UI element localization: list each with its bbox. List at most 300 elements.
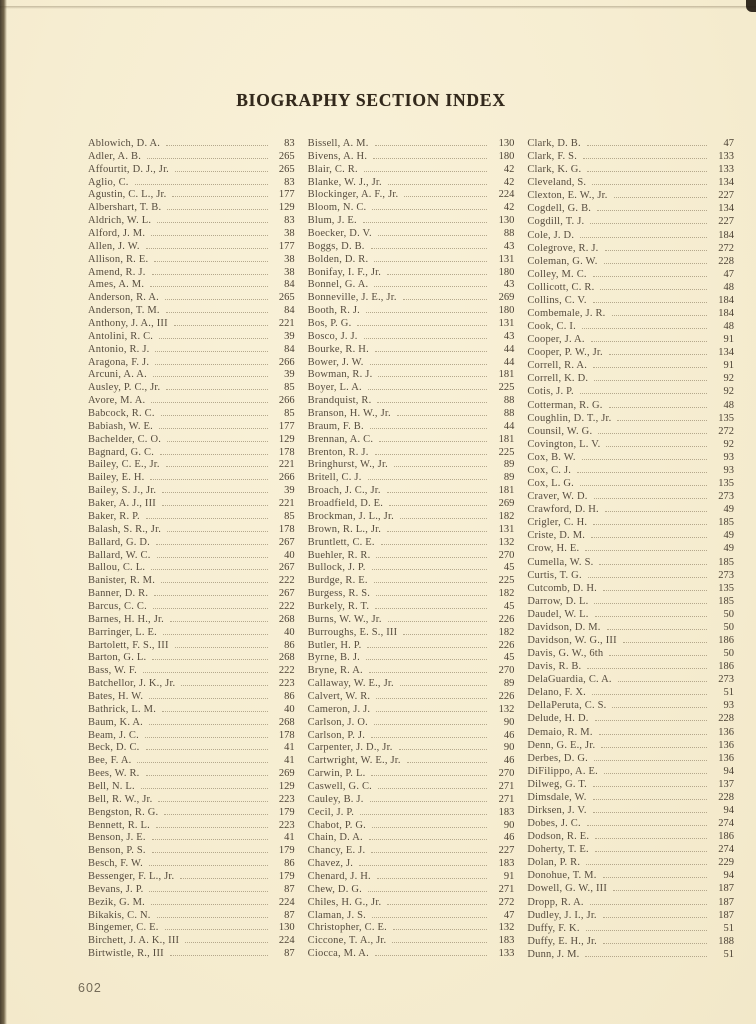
index-entry-row bbox=[88, 627, 295, 638]
index-entry-row bbox=[308, 910, 515, 921]
index-entry-row bbox=[308, 537, 515, 548]
entry-page-number: 181 bbox=[498, 369, 515, 381]
index-entry-row bbox=[88, 935, 295, 946]
entry-name: Brown, R. L., Jr. bbox=[307, 523, 382, 535]
entry-leader-dots bbox=[164, 814, 267, 815]
entry-leader-dots bbox=[371, 248, 488, 249]
index-entry-row bbox=[88, 755, 295, 766]
index-entry-row bbox=[527, 622, 734, 633]
entry-name: Chew, D. G. bbox=[307, 883, 362, 895]
entry-page-number: 223 bbox=[278, 793, 295, 805]
entry-name: Bonneville, J. E., Jr. bbox=[307, 292, 397, 304]
index-entry-row bbox=[308, 768, 515, 779]
entry-name: Buehler, R. R. bbox=[307, 549, 371, 561]
index-entry-row bbox=[527, 256, 734, 267]
entry-page-number: 132 bbox=[498, 922, 515, 934]
entry-page-number: 49 bbox=[723, 504, 735, 516]
entry-page-number: 42 bbox=[503, 176, 515, 188]
entry-page-number: 50 bbox=[723, 608, 735, 620]
entry-page-number: 130 bbox=[278, 922, 295, 934]
index-entry-row bbox=[88, 164, 295, 175]
entry-name: Burkely, R. T. bbox=[307, 600, 370, 612]
entry-leader-dots bbox=[397, 415, 488, 416]
entry-leader-dots bbox=[156, 827, 268, 828]
index-entry-row bbox=[88, 807, 295, 818]
entry-page-number: 94 bbox=[723, 765, 735, 777]
entry-name: Cecil, J. P. bbox=[307, 806, 355, 818]
entry-page-number: 83 bbox=[284, 138, 295, 149]
entry-page-number: 86 bbox=[284, 639, 295, 651]
entry-leader-dots bbox=[372, 917, 487, 918]
index-entry-row bbox=[88, 177, 295, 188]
entry-name: Birchett, J. A. K., III bbox=[88, 935, 180, 947]
entry-leader-dots bbox=[166, 466, 268, 467]
entry-name: Darrow, D. L. bbox=[527, 595, 589, 607]
entry-page-number: 187 bbox=[718, 909, 735, 921]
index-entry-row bbox=[308, 511, 515, 522]
entry-page-number: 89 bbox=[503, 678, 515, 690]
entry-name: Brandquist, R. bbox=[307, 395, 372, 407]
index-entry-row bbox=[308, 755, 515, 766]
index-entry-row bbox=[527, 282, 734, 293]
entry-page-number: 134 bbox=[718, 203, 735, 215]
index-entry-row bbox=[527, 661, 734, 672]
index-entry-row bbox=[527, 216, 734, 227]
entry-page-number: 87 bbox=[284, 948, 295, 960]
entry-name: Bonifay, I. F., Jr. bbox=[307, 266, 382, 278]
page-edge-top bbox=[0, 0, 756, 6]
entry-leader-dots bbox=[157, 222, 268, 223]
entry-page-number: 181 bbox=[498, 485, 515, 497]
entry-page-number: 227 bbox=[498, 845, 515, 857]
index-entry-row bbox=[88, 884, 295, 895]
index-entry-row bbox=[308, 871, 515, 882]
entry-name: Bailey, E. H. bbox=[88, 472, 145, 484]
entry-leader-dots bbox=[151, 904, 268, 905]
index-entry-row bbox=[88, 279, 295, 290]
entry-leader-dots bbox=[378, 235, 488, 236]
index-entry-row bbox=[527, 190, 734, 201]
index-column-3 bbox=[527, 138, 734, 960]
entry-leader-dots bbox=[613, 890, 707, 891]
index-entry-row bbox=[527, 700, 734, 711]
entry-leader-dots bbox=[583, 158, 707, 159]
entry-name: Bissell, A. M. bbox=[307, 138, 369, 149]
index-entry-row bbox=[308, 717, 515, 728]
entry-page-number: 133 bbox=[718, 151, 735, 163]
entry-leader-dots bbox=[585, 550, 707, 551]
index-entry-row bbox=[308, 189, 515, 200]
page-edge-corner bbox=[746, 0, 756, 12]
index-entry-row bbox=[88, 845, 295, 856]
entry-leader-dots bbox=[593, 367, 707, 368]
entry-name: Collins, C. V. bbox=[527, 294, 587, 306]
entry-page-number: 84 bbox=[284, 279, 295, 291]
entry-page-number: 130 bbox=[498, 215, 515, 227]
entry-page-number: 43 bbox=[503, 240, 515, 252]
index-entry-row bbox=[308, 614, 515, 625]
index-entry-row bbox=[88, 871, 295, 882]
entry-name: Donohue, T. M. bbox=[527, 870, 597, 882]
index-entry-row bbox=[527, 478, 734, 489]
index-entry-row bbox=[308, 267, 515, 278]
entry-page-number: 42 bbox=[503, 202, 515, 214]
entry-leader-dots bbox=[170, 955, 268, 956]
entry-page-number: 227 bbox=[718, 216, 735, 228]
entry-page-number: 267 bbox=[278, 588, 295, 600]
entry-name: Anthony, J. A., III bbox=[88, 318, 168, 330]
entry-leader-dots bbox=[181, 685, 267, 686]
entry-leader-dots bbox=[141, 788, 268, 789]
index-entry-row bbox=[308, 344, 515, 355]
entry-name: Allen, J. W. bbox=[88, 240, 140, 252]
index-entry-row bbox=[527, 243, 734, 254]
entry-name: Blair, C. R. bbox=[307, 163, 358, 175]
index-entry-row bbox=[527, 452, 734, 463]
entry-leader-dots bbox=[381, 544, 488, 545]
entry-name: Daudel, W. L. bbox=[527, 608, 589, 620]
entry-name: Christopher, C. E. bbox=[307, 922, 387, 934]
entry-page-number: 137 bbox=[718, 778, 735, 790]
index-entry-row bbox=[308, 575, 515, 586]
entry-leader-dots bbox=[593, 276, 707, 277]
entry-leader-dots bbox=[605, 250, 708, 251]
entry-page-number: 184 bbox=[718, 294, 735, 306]
entry-name: Dowell, G. W., III bbox=[527, 883, 608, 895]
entry-name: Bezik, G. M. bbox=[88, 896, 145, 908]
index-entry-row bbox=[527, 386, 734, 397]
entry-page-number: 180 bbox=[498, 266, 515, 278]
entry-name: Ciocca, M. A. bbox=[307, 948, 369, 960]
entry-page-number: 87 bbox=[284, 883, 295, 895]
entry-leader-dots bbox=[166, 312, 268, 313]
entry-page-number: 273 bbox=[718, 569, 735, 581]
entry-name: Alford, J. M. bbox=[88, 228, 146, 240]
entry-page-number: 188 bbox=[718, 935, 735, 947]
entry-name: Boggs, D. B. bbox=[307, 240, 365, 252]
entry-name: Dolan, P. R. bbox=[527, 857, 581, 869]
entry-name: Albershart, T. B. bbox=[88, 202, 162, 214]
index-entry-row bbox=[527, 164, 734, 175]
entry-name: Craver, W. D. bbox=[527, 491, 588, 503]
index-entry-row bbox=[88, 897, 295, 908]
index-entry-row bbox=[88, 601, 295, 612]
entry-leader-dots bbox=[369, 839, 487, 840]
entry-name: Davidson, D. M. bbox=[527, 621, 601, 633]
entry-leader-dots bbox=[389, 505, 487, 506]
entry-leader-dots bbox=[167, 209, 267, 210]
entry-leader-dots bbox=[612, 707, 707, 708]
entry-page-number: 89 bbox=[503, 472, 515, 484]
entry-name: Ames, A. M. bbox=[88, 279, 145, 291]
entry-leader-dots bbox=[360, 814, 487, 815]
index-entry-row bbox=[308, 151, 515, 162]
index-entry-row bbox=[88, 369, 295, 380]
entry-page-number: 87 bbox=[284, 909, 295, 921]
index-entry-row bbox=[88, 511, 295, 522]
entry-leader-dots bbox=[595, 616, 707, 617]
entry-page-number: 40 bbox=[284, 549, 295, 561]
index-entry-row bbox=[308, 807, 515, 818]
entry-name: Antonio, R. J. bbox=[88, 343, 150, 355]
index-entry-row bbox=[308, 331, 515, 342]
index-entry-row bbox=[308, 781, 515, 792]
entry-leader-dots bbox=[377, 878, 488, 879]
entry-name: Agustin, C. L., Jr. bbox=[88, 189, 167, 201]
entry-leader-dots bbox=[175, 647, 268, 648]
index-entry-row bbox=[308, 421, 515, 432]
entry-name: Dudley, J. I., Jr. bbox=[527, 909, 597, 921]
entry-name: Dodson, R. E. bbox=[527, 831, 590, 843]
entry-name: Beck, D. C. bbox=[88, 742, 140, 754]
entry-leader-dots bbox=[618, 681, 707, 682]
entry-name: Bloom, N. C. bbox=[307, 202, 367, 214]
entry-name: Bourke, R. H. bbox=[307, 343, 369, 355]
entry-page-number: 272 bbox=[498, 896, 515, 908]
entry-name: DellaPeruta, C. S. bbox=[527, 700, 607, 712]
index-entry-row bbox=[308, 678, 515, 689]
entry-leader-dots bbox=[161, 582, 268, 583]
entry-leader-dots bbox=[373, 158, 487, 159]
entry-leader-dots bbox=[374, 582, 488, 583]
entry-leader-dots bbox=[149, 891, 267, 892]
index-entry-row bbox=[88, 550, 295, 561]
entry-page-number: 51 bbox=[723, 687, 735, 699]
entry-page-number: 267 bbox=[278, 536, 295, 548]
entry-page-number: 266 bbox=[278, 395, 295, 407]
entry-leader-dots bbox=[376, 595, 487, 596]
index-entry-row bbox=[527, 360, 734, 371]
entry-leader-dots bbox=[371, 737, 487, 738]
entry-name: Crigler, C. H. bbox=[527, 517, 588, 529]
index-entry-row bbox=[527, 740, 734, 751]
entry-leader-dots bbox=[388, 621, 488, 622]
entry-name: Avore, M. A. bbox=[88, 395, 146, 407]
entry-name: Bengston, R. G. bbox=[88, 806, 159, 818]
entry-page-number: 180 bbox=[498, 150, 515, 162]
entry-page-number: 224 bbox=[498, 189, 515, 201]
entry-name: Benson, P. S. bbox=[88, 845, 146, 857]
entry-name: Dimsdale, W. bbox=[527, 791, 587, 803]
entry-name: Bower, J. W. bbox=[307, 356, 364, 368]
entry-leader-dots bbox=[368, 389, 487, 390]
entry-page-number: 185 bbox=[718, 517, 735, 529]
entry-name: Bivens, A. H. bbox=[307, 150, 368, 162]
entry-leader-dots bbox=[159, 338, 268, 339]
index-entry-row bbox=[527, 517, 734, 528]
entry-name: Bevans, J. P. bbox=[88, 883, 144, 895]
index-entry-row bbox=[527, 439, 734, 450]
index-entry-row bbox=[308, 472, 515, 483]
entry-leader-dots bbox=[605, 511, 707, 512]
entry-page-number: 88 bbox=[503, 228, 515, 240]
entry-leader-dots bbox=[614, 197, 707, 198]
index-entry-row bbox=[88, 292, 295, 303]
entry-name: Crawford, D. H. bbox=[527, 504, 599, 516]
index-entry-row bbox=[308, 228, 515, 239]
entry-leader-dots bbox=[157, 917, 268, 918]
entry-page-number: 85 bbox=[284, 510, 295, 522]
entry-name: Balash, S. R., Jr. bbox=[88, 523, 162, 535]
entry-name: Aragona, F. J. bbox=[88, 356, 150, 368]
entry-page-number: 93 bbox=[723, 451, 735, 463]
entry-page-number: 47 bbox=[723, 138, 735, 149]
entry-name: Denn, G. E., Jr. bbox=[527, 739, 596, 751]
entry-page-number: 184 bbox=[718, 229, 735, 241]
entry-leader-dots bbox=[598, 433, 707, 434]
index-column-1 bbox=[88, 138, 295, 960]
entry-leader-dots bbox=[167, 531, 268, 532]
entry-leader-dots bbox=[357, 325, 487, 326]
entry-leader-dots bbox=[364, 338, 488, 339]
entry-page-number: 226 bbox=[498, 613, 515, 625]
entry-name: Cogdill, T. J. bbox=[527, 216, 585, 228]
entry-leader-dots bbox=[378, 376, 487, 377]
entry-leader-dots bbox=[151, 402, 267, 403]
entry-name: Antolini, R. C. bbox=[88, 330, 154, 342]
entry-page-number: 46 bbox=[503, 729, 515, 741]
index-entry-row bbox=[88, 768, 295, 779]
index-entry-row bbox=[308, 138, 515, 149]
entry-leader-dots bbox=[597, 210, 707, 211]
entry-leader-dots bbox=[161, 415, 268, 416]
index-entry-row bbox=[308, 459, 515, 470]
entry-page-number: 41 bbox=[284, 755, 295, 767]
entry-page-number: 223 bbox=[278, 678, 295, 690]
entry-leader-dots bbox=[370, 801, 488, 802]
entry-leader-dots bbox=[159, 428, 268, 429]
index-entry-row bbox=[527, 465, 734, 476]
entry-page-number: 85 bbox=[284, 408, 295, 420]
entry-leader-dots bbox=[599, 734, 707, 735]
entry-page-number: 86 bbox=[284, 690, 295, 702]
index-entry-row bbox=[527, 557, 734, 568]
entry-leader-dots bbox=[155, 351, 267, 352]
entry-name: Bowman, R. J. bbox=[307, 369, 373, 381]
entry-name: Coughlin, D. T., Jr. bbox=[527, 412, 612, 424]
entry-page-number: 136 bbox=[718, 739, 735, 751]
entry-page-number: 83 bbox=[284, 176, 295, 188]
entry-leader-dots bbox=[152, 839, 268, 840]
entry-page-number: 39 bbox=[284, 485, 295, 497]
entry-page-number: 92 bbox=[723, 386, 735, 398]
entry-leader-dots bbox=[603, 590, 707, 591]
entry-name: Anderson, R. A. bbox=[88, 292, 159, 304]
index-entry-row bbox=[308, 550, 515, 561]
entry-page-number: 90 bbox=[503, 742, 515, 754]
entry-leader-dots bbox=[372, 827, 487, 828]
entry-page-number: 42 bbox=[503, 163, 515, 175]
entry-name: Cogdell, G. B. bbox=[527, 203, 592, 215]
entry-leader-dots bbox=[587, 171, 707, 172]
entry-page-number: 40 bbox=[284, 626, 295, 638]
index-entry-row bbox=[308, 665, 515, 676]
entry-leader-dots bbox=[580, 485, 707, 486]
entry-leader-dots bbox=[593, 524, 707, 525]
entry-page-number: 39 bbox=[284, 369, 295, 381]
entry-page-number: 182 bbox=[498, 588, 515, 600]
index-entry-row bbox=[527, 897, 734, 908]
entry-leader-dots bbox=[587, 668, 707, 669]
index-entry-row bbox=[308, 884, 515, 895]
entry-leader-dots bbox=[594, 498, 707, 499]
entry-leader-dots bbox=[609, 354, 707, 355]
entry-name: Carpenter, J. D., Jr. bbox=[307, 742, 393, 754]
index-entry-row bbox=[88, 228, 295, 239]
entry-page-number: 185 bbox=[718, 556, 735, 568]
entry-leader-dots bbox=[593, 786, 707, 787]
entry-page-number: 183 bbox=[498, 858, 515, 870]
entry-page-number: 90 bbox=[503, 716, 515, 728]
index-entry-row bbox=[527, 713, 734, 724]
entry-name: Broadfield, D. E. bbox=[307, 498, 384, 510]
entry-name: Bees, W. R. bbox=[88, 768, 140, 780]
index-entry-row bbox=[527, 373, 734, 384]
entry-page-number: 179 bbox=[278, 870, 295, 882]
entry-leader-dots bbox=[387, 492, 488, 493]
entry-leader-dots bbox=[370, 428, 488, 429]
entry-leader-dots bbox=[392, 942, 487, 943]
entry-page-number: 266 bbox=[278, 356, 295, 368]
entry-leader-dots bbox=[156, 544, 268, 545]
entry-name: DiFilippo, A. E. bbox=[527, 765, 598, 777]
entry-page-number: 89 bbox=[503, 459, 515, 471]
entry-name: Carlson, J. O. bbox=[307, 716, 368, 728]
index-column-2 bbox=[308, 138, 515, 960]
entry-name: Ciccone, T. A., Jr. bbox=[307, 935, 387, 947]
entry-name: Booth, R. J. bbox=[307, 305, 360, 317]
entry-leader-dots bbox=[146, 248, 268, 249]
entry-name: Cumella, W. S. bbox=[527, 556, 594, 568]
entry-leader-dots bbox=[149, 865, 268, 866]
index-entry-row bbox=[88, 781, 295, 792]
index-entry-row bbox=[527, 321, 734, 332]
entry-page-number: 221 bbox=[278, 459, 295, 471]
entry-leader-dots bbox=[137, 762, 267, 763]
entry-name: Aglio, C. bbox=[88, 176, 129, 188]
index-entry-row bbox=[88, 447, 295, 458]
entry-name: Correll, K. D. bbox=[527, 373, 589, 385]
entry-page-number: 224 bbox=[278, 935, 295, 947]
entry-page-number: 179 bbox=[278, 845, 295, 857]
entry-name: Birtwistle, R., III bbox=[88, 948, 164, 960]
index-entry-row bbox=[308, 562, 515, 573]
entry-page-number: 273 bbox=[718, 674, 735, 686]
entry-name: Bos, P. G. bbox=[307, 318, 352, 330]
index-entry-row bbox=[308, 447, 515, 458]
entry-leader-dots bbox=[135, 184, 268, 185]
entry-page-number: 274 bbox=[718, 844, 735, 856]
entry-leader-dots bbox=[577, 472, 707, 473]
entry-page-number: 47 bbox=[503, 909, 515, 921]
entry-leader-dots bbox=[372, 569, 488, 570]
entry-name: Babcock, R. C. bbox=[88, 408, 155, 420]
entry-leader-dots bbox=[152, 852, 268, 853]
index-entry-row bbox=[308, 858, 515, 869]
entry-leader-dots bbox=[593, 812, 707, 813]
index-entry-row bbox=[88, 730, 295, 741]
entry-leader-dots bbox=[400, 685, 488, 686]
entry-name: Cole, J. D. bbox=[527, 229, 575, 241]
entry-page-number: 221 bbox=[278, 318, 295, 330]
entry-page-number: 226 bbox=[498, 639, 515, 651]
entry-name: Duffy, E. H., Jr. bbox=[527, 935, 597, 947]
entry-name: Arcuni, A. A. bbox=[88, 369, 147, 381]
entry-page-number: 131 bbox=[498, 253, 515, 265]
entry-name: Caswell, G. C. bbox=[307, 780, 373, 792]
entry-page-number: 269 bbox=[278, 768, 295, 780]
entry-page-number: 48 bbox=[723, 281, 735, 293]
